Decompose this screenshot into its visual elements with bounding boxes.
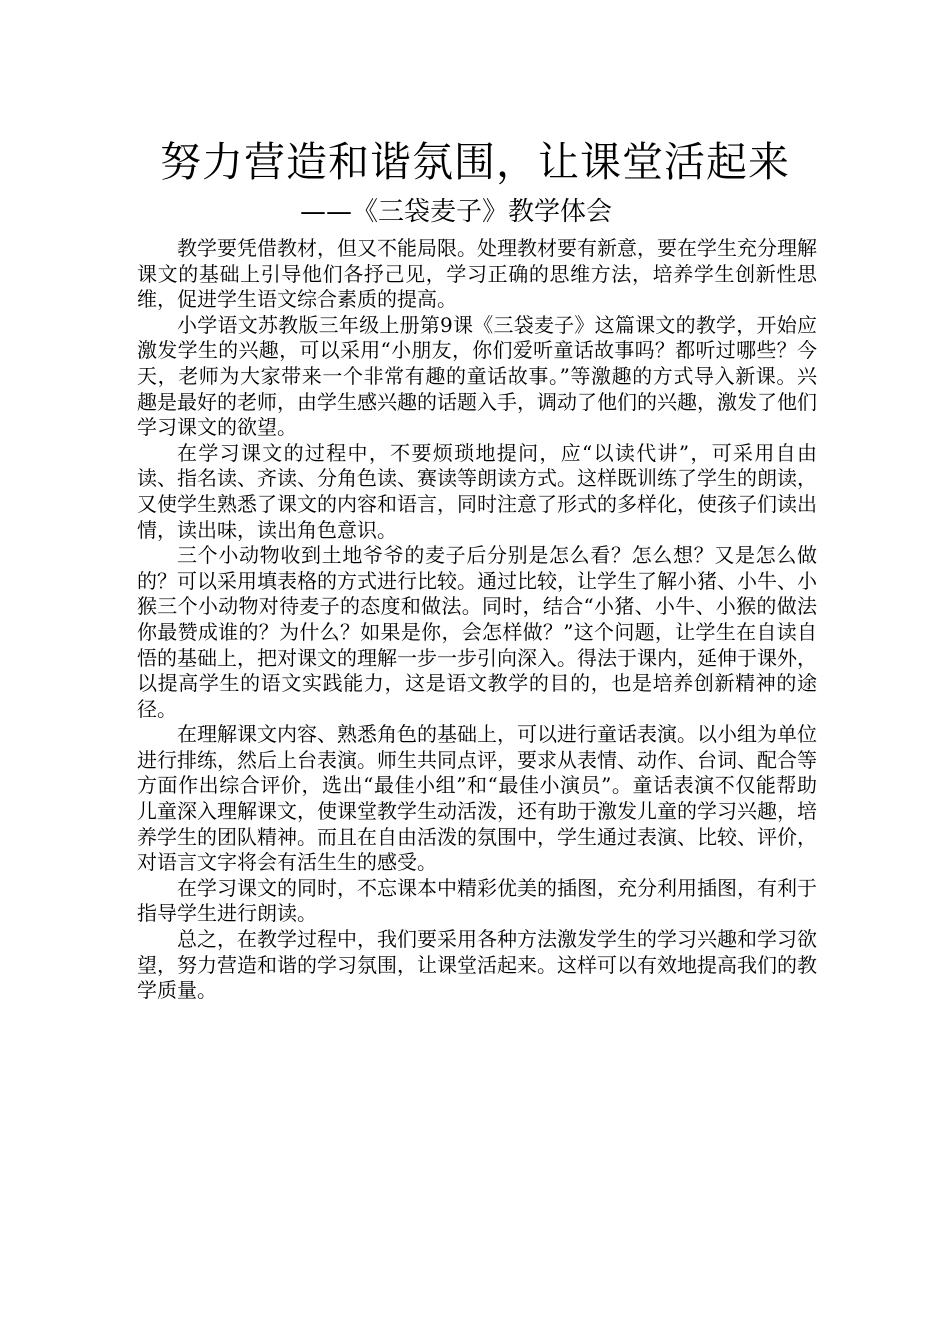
- paragraph-conclusion: 总之，在教学过程中，我们要采用各种方法激发学生的学习兴趣和学习欲望，努力营造和谐的学习氛围，让课堂活起来。这样可以有效地提高我们的教学质量。: [137, 927, 817, 1003]
- document-subtitle: ——《三袋麦子》教学体会: [300, 197, 613, 227]
- paragraph-reading-methods: 在学习课文的过程中，不要烦琐地提问，应“以读代讲”，可采用自由读、指名读、齐读、分角色读、赛读等朗读方式。这样既训练了学生的朗读，又使学生熟悉了课文的内容和语言，同时注意了形式的多样化，使孩子们读出情，读出味，读出角色意识。: [137, 440, 817, 542]
- document-body: [137, 236, 817, 1004]
- paragraph-illustrations: 在学习课文的同时，不忘课本中精彩优美的插图，充分利用插图，有利于指导学生进行朗读。: [137, 875, 817, 926]
- document-title: 努力营造和谐氛围，让课堂活起来: [160, 138, 790, 186]
- paragraph-comparison: 三个小动物收到土地爷爷的麦子后分别是怎么看？怎么想？又是怎么做的？可以采用填表格的方式进行比较。通过比较，让学生了解小猪、小牛、小猴三个小动物对待麦子的态度和做法。同时，结合“小猪、小牛、小猴的做法你最赞成谁的？为什么？如果是你，会怎样做？”这个问题，让学生在自读自悟的基础上，把对课文的理解一步一步引向深入。得法于课内，延伸于课外，以提高学生的语文实践能力，这是语文教学的目的，也是培养创新精神的途径。: [137, 543, 817, 721]
- paragraph-performance: 在理解课文内容、熟悉角色的基础上，可以进行童话表演。以小组为单位进行排练，然后上台表演。师生共同点评，要求从表情、动作、台词、配合等方面作出综合评价，选出“最佳小组”和“最佳小演员”。童话表演不仅能帮助儿童深入理解课文，使课堂教学生动活泼，还有助于激发儿童的学习兴趣，培养学生的团队精神。而且在自由活泼的氛围中，学生通过表演、比较、评价，对语言文字将会有活生生的感受。: [137, 722, 817, 875]
- paragraph-intro: 教学要凭借教材，但又不能局限。处理教材要有新意，要在学生充分理解课文的基础上引导他们各抒己见，学习正确的思维方法，培养学生创新性思维，促进学生语文综合素质的提高。: [137, 236, 817, 312]
- paragraph-lesson-opening: 小学语文苏教版三年级上册第9课《三袋麦子》这篇课文的教学，开始应激发学生的兴趣，可以采用“小朋友，你们爱听童话故事吗？都听过哪些？今天，老师为大家带来一个非常有趣的童话故事。”等激趣的方式导入新课。兴趣是最好的老师，由学生感兴趣的话题入手，调动了他们的兴趣，激发了他们学习课文的欲望。: [137, 312, 817, 440]
